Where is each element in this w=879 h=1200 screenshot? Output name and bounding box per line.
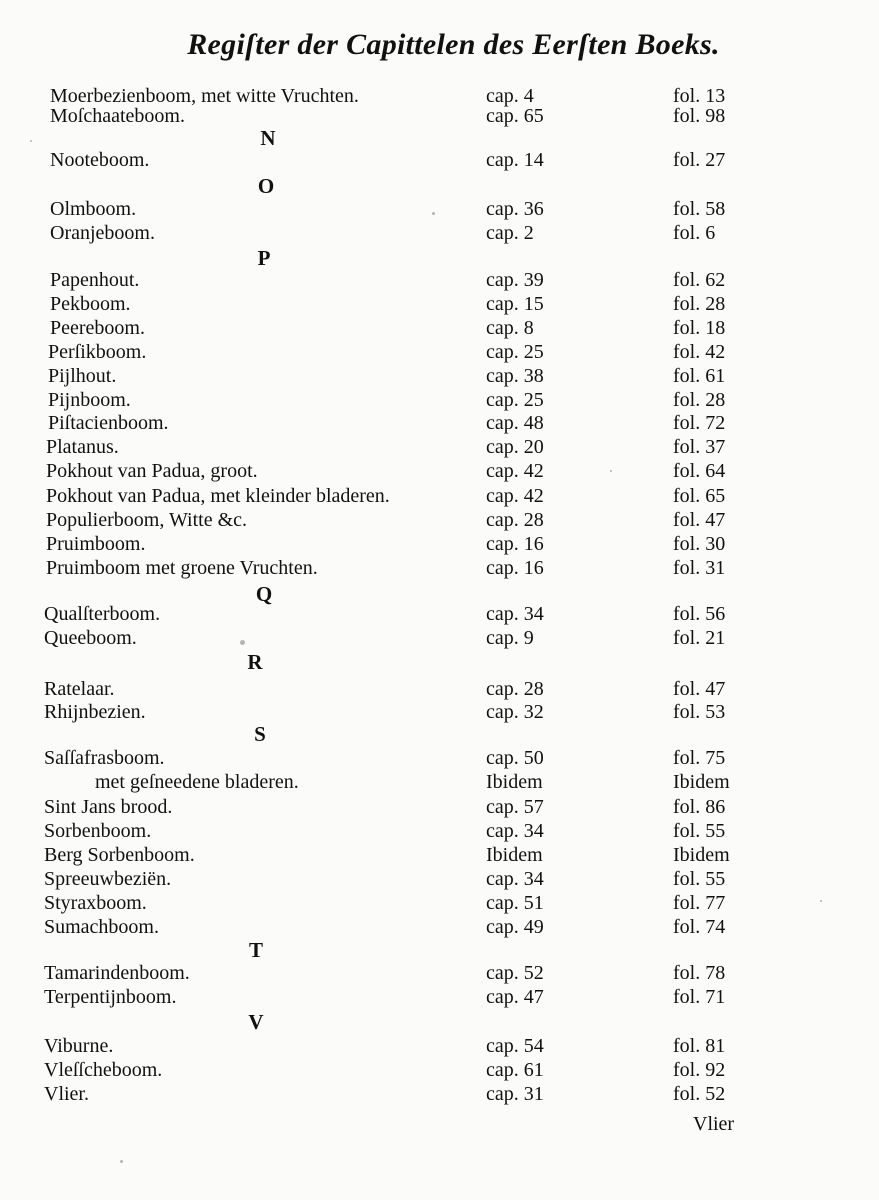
folio-reference: fol. 71 xyxy=(673,986,726,1008)
folio-reference: fol. 21 xyxy=(673,627,726,649)
entry-name: Nooteboom. xyxy=(50,149,150,171)
index-entry xyxy=(0,700,879,724)
catchword: Vlier xyxy=(693,1113,735,1135)
folio-reference: fol. 13 xyxy=(673,85,726,107)
entry-name: Pruimboom met groene Vruchten. xyxy=(46,557,318,579)
chapter-reference: cap. 8 xyxy=(486,317,534,339)
folio-reference: fol. 72 xyxy=(673,412,726,434)
index-entry xyxy=(0,292,879,316)
index-entry xyxy=(0,985,879,1009)
section-letter: Q xyxy=(255,582,273,606)
chapter-reference: cap. 28 xyxy=(486,509,544,531)
paper-speck xyxy=(30,140,32,142)
entry-name: Ratelaar. xyxy=(44,678,115,700)
entry-name: Berg Sorbenboom. xyxy=(44,844,195,866)
folio-reference: fol. 42 xyxy=(673,341,726,363)
index-entry xyxy=(0,340,879,364)
index-entry xyxy=(0,459,879,483)
index-entry xyxy=(0,1034,879,1058)
entry-name: met geſneedene bladeren. xyxy=(95,771,299,793)
chapter-reference: cap. 57 xyxy=(486,796,544,818)
section-letter: S xyxy=(254,722,266,746)
index-entry xyxy=(0,770,879,794)
chapter-reference: cap. 50 xyxy=(486,747,544,769)
folio-reference: fol. 77 xyxy=(673,892,726,914)
index-entry xyxy=(0,104,879,128)
index-entry xyxy=(0,626,879,650)
folio-reference: fol. 27 xyxy=(673,149,726,171)
folio-reference: fol. 56 xyxy=(673,603,726,625)
chapter-reference: cap. 52 xyxy=(486,962,544,984)
chapter-reference: cap. 32 xyxy=(486,701,544,723)
entry-name: Sumachboom. xyxy=(44,916,159,938)
chapter-reference: cap. 15 xyxy=(486,293,544,315)
folio-reference: fol. 52 xyxy=(673,1083,726,1105)
entry-name: Styraxboom. xyxy=(44,892,147,914)
entry-name: Viburne. xyxy=(44,1035,114,1057)
folio-reference: fol. 30 xyxy=(673,533,726,555)
index-entry xyxy=(0,819,879,843)
chapter-reference: cap. 34 xyxy=(486,603,544,625)
folio-reference: fol. 37 xyxy=(673,436,726,458)
paper-speck xyxy=(820,900,822,902)
chapter-reference: cap. 2 xyxy=(486,222,534,244)
index-entry xyxy=(0,148,879,172)
section-letter: R xyxy=(247,650,263,674)
chapter-reference: cap. 25 xyxy=(486,389,544,411)
folio-reference: fol. 98 xyxy=(673,105,726,127)
index-entry xyxy=(0,197,879,221)
folio-reference: fol. 61 xyxy=(673,365,726,387)
index-entry xyxy=(0,221,879,245)
section-letter: O xyxy=(257,174,275,198)
folio-reference: fol. 18 xyxy=(673,317,726,339)
entry-name: Moerbezienboom, met witte Vruchten. xyxy=(50,85,359,107)
chapter-reference: Ibidem xyxy=(486,771,543,793)
folio-reference: fol. 65 xyxy=(673,485,726,507)
index-entry xyxy=(0,891,879,915)
entry-name: Vleſſcheboom. xyxy=(44,1059,163,1081)
entry-name: Peereboom. xyxy=(50,317,145,339)
chapter-reference: cap. 28 xyxy=(486,678,544,700)
entry-name: Papenhout. xyxy=(50,269,140,291)
section-letter: V xyxy=(248,1010,264,1034)
index-entry xyxy=(0,556,879,580)
folio-reference: fol. 47 xyxy=(673,678,726,700)
index-entry xyxy=(0,1058,879,1082)
entry-name: Vlier. xyxy=(44,1083,89,1105)
folio-reference: fol. 86 xyxy=(673,796,726,818)
chapter-reference: cap. 39 xyxy=(486,269,544,291)
paper-speck xyxy=(120,1160,123,1163)
folio-reference: fol. 92 xyxy=(673,1059,726,1081)
entry-name: Pekboom. xyxy=(50,293,131,315)
entry-name: Terpentijnboom. xyxy=(44,986,177,1008)
paper-speck xyxy=(610,470,612,472)
entry-name: Platanus. xyxy=(46,436,119,458)
chapter-reference: cap. 38 xyxy=(486,365,544,387)
chapter-reference: cap. 42 xyxy=(486,460,544,482)
chapter-reference: cap. 25 xyxy=(486,341,544,363)
folio-reference: fol. 6 xyxy=(673,222,716,244)
chapter-reference: cap. 49 xyxy=(486,916,544,938)
chapter-reference: cap. 36 xyxy=(486,198,544,220)
folio-reference: fol. 47 xyxy=(673,509,726,531)
index-entry xyxy=(0,795,879,819)
page-title: Regiſter der Capittelen des Eerſten Boeks. xyxy=(187,28,720,61)
index-entry xyxy=(0,364,879,388)
folio-reference: fol. 62 xyxy=(673,269,726,291)
chapter-reference: cap. 16 xyxy=(486,533,544,555)
chapter-reference: cap. 54 xyxy=(486,1035,544,1057)
index-entry xyxy=(0,388,879,412)
chapter-reference: cap. 48 xyxy=(486,412,544,434)
entry-name: Piſtacienboom. xyxy=(48,412,169,434)
entry-name: Queeboom. xyxy=(44,627,137,649)
chapter-reference: cap. 16 xyxy=(486,557,544,579)
entry-name: Qualſterboom. xyxy=(44,603,161,625)
index-entry xyxy=(0,961,879,985)
chapter-reference: cap. 9 xyxy=(486,627,534,649)
folio-reference: Ibidem xyxy=(673,771,730,793)
chapter-reference: cap. 20 xyxy=(486,436,544,458)
index-entry xyxy=(0,602,879,626)
entry-name: Pokhout van Padua, groot. xyxy=(46,460,258,482)
entry-name: Oranjeboom. xyxy=(50,222,155,244)
index-entry xyxy=(0,508,879,532)
entry-name: Saſſafrasboom. xyxy=(44,747,165,769)
chapter-reference: cap. 14 xyxy=(486,149,544,171)
index-entry xyxy=(0,484,879,508)
chapter-reference: cap. 42 xyxy=(486,485,544,507)
entry-name: Spreeuwbeziën. xyxy=(44,868,172,890)
entry-name: Olmboom. xyxy=(50,198,137,220)
folio-reference: fol. 53 xyxy=(673,701,726,723)
index-entry xyxy=(0,268,879,292)
index-entry xyxy=(0,1082,879,1106)
chapter-reference: cap. 4 xyxy=(486,85,534,107)
folio-reference: fol. 55 xyxy=(673,820,726,842)
index-entry xyxy=(0,746,879,770)
folio-reference: fol. 28 xyxy=(673,389,726,411)
folio-reference: fol. 81 xyxy=(673,1035,726,1057)
index-entry xyxy=(0,316,879,340)
section-letter: N xyxy=(260,126,276,150)
index-entry xyxy=(0,843,879,867)
section-letter: T xyxy=(248,938,263,962)
entry-name: Perſikboom. xyxy=(48,341,147,363)
entry-name: Pijnboom. xyxy=(48,389,131,411)
chapter-reference: cap. 47 xyxy=(486,986,544,1008)
entry-name: Rhijnbezien. xyxy=(44,701,146,723)
entry-name: Pruimboom. xyxy=(46,533,146,555)
folio-reference: fol. 78 xyxy=(673,962,726,984)
chapter-reference: cap. 51 xyxy=(486,892,544,914)
entry-name: Pokhout van Padua, met kleinder bladeren. xyxy=(46,485,390,507)
folio-reference: fol. 64 xyxy=(673,460,726,482)
index-entry xyxy=(0,435,879,459)
entry-name: Populierboom, Witte &c. xyxy=(46,509,248,531)
section-letter: P xyxy=(257,246,271,270)
entry-name: Moſchaateboom. xyxy=(50,105,185,127)
folio-reference: Ibidem xyxy=(673,844,730,866)
index-entry xyxy=(0,915,879,939)
entry-name: Sorbenboom. xyxy=(44,820,152,842)
folio-reference: fol. 58 xyxy=(673,198,726,220)
chapter-reference: Ibidem xyxy=(486,844,543,866)
chapter-reference: cap. 65 xyxy=(486,105,544,127)
folio-reference: fol. 28 xyxy=(673,293,726,315)
folio-reference: fol. 55 xyxy=(673,868,726,890)
paper-speck xyxy=(240,640,245,645)
index-entry xyxy=(0,677,879,701)
folio-reference: fol. 31 xyxy=(673,557,726,579)
folio-reference: fol. 74 xyxy=(673,916,726,938)
chapter-reference: cap. 31 xyxy=(486,1083,544,1105)
entry-name: Tamarindenboom. xyxy=(44,962,190,984)
index-entry xyxy=(0,867,879,891)
entry-name: Pijlhout. xyxy=(48,365,117,387)
chapter-reference: cap. 34 xyxy=(486,868,544,890)
index-entry xyxy=(0,411,879,435)
paper-speck xyxy=(432,212,435,215)
chapter-reference: cap. 61 xyxy=(486,1059,544,1081)
index-entry xyxy=(0,532,879,556)
folio-reference: fol. 75 xyxy=(673,747,726,769)
entry-name: Sint Jans brood. xyxy=(44,796,173,818)
chapter-reference: cap. 34 xyxy=(486,820,544,842)
